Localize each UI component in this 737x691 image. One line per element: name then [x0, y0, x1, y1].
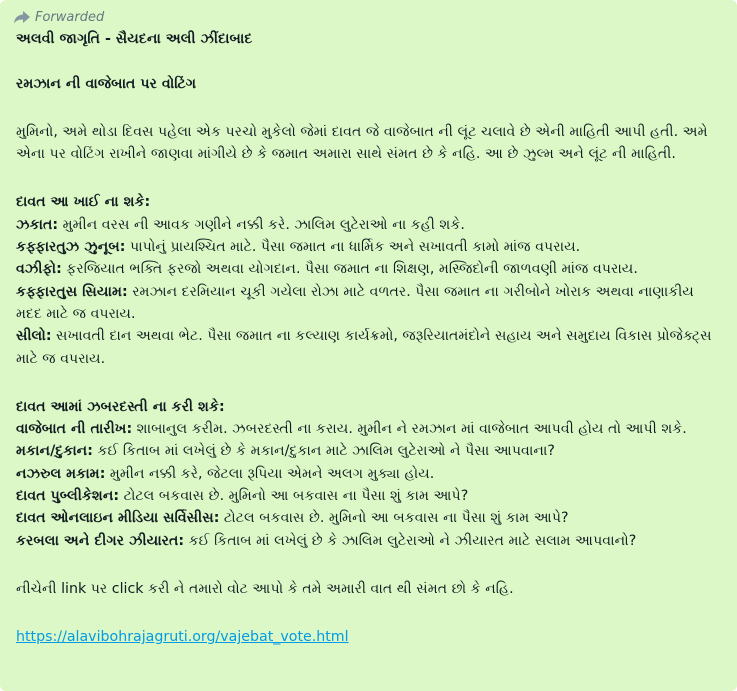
item-text: મુમીન વરસ ની આવક ગણીને નક્કી કરે. ઝાલિમ લુટેરાઓ ના કહી શકે.	[58, 216, 465, 233]
list-item	[16, 214, 721, 236]
item-term: કફ્ફારતુઝ ઝુનૂબ:	[16, 239, 126, 256]
list-item	[16, 485, 721, 507]
item-text: ટોટલ બકવાસ છે. મુમિનો આ બકવાસ ના પૈસા શું કામ આપે?	[119, 488, 469, 505]
item-term: વાજેબાત ની તારીખ:	[16, 421, 133, 438]
intro-paragraph: મુમિનો, અમે થોડા દિવસ પહેલા એક પરચો મુકેલો જેમાં દાવત જે વાજેબાત ની લૂંટ ચલાવે છે એની માહિતી આપી હતી. અમે એના પર વોટિંગ રાખીને જાણવા માંગીયે છે કે જમાત અમારા સાથે સંમત છે કે નહિ. આ છે ઝુલ્મ અને લૂંટ ની માહિતી.	[16, 123, 708, 163]
item-text: મુમીન નક્કી કરે, જેટલા રૂપિયા એમને અલગ મુક્યા હોય.	[105, 465, 435, 482]
item-text: કઈ કિતાબ માં લખેલું છે કે મકાન/દુકાન માટે ઝાલિમ લુટેરાઓ ને પૈસા આપવાના?	[92, 443, 555, 460]
list-item	[16, 281, 721, 326]
forward-arrow-icon	[13, 10, 31, 24]
item-text: ટોટલ બકવાસ છે. મુમિનો આ બકવાસ ના પૈસા શું કામ આપે?	[219, 510, 569, 527]
forwarded-indicator	[13, 6, 721, 28]
message-body	[16, 28, 721, 649]
item-text: શાબાનુલ કરીમ. ઝબરદસ્તી ના કરાય. મુમીન ને રમઝાન માં વાજેબાત આપવી હોય તો આપી શકે.	[132, 421, 687, 438]
list-item	[16, 507, 721, 529]
item-text: કઈ કિતાબ માં લખેલું છે કે ઝાલિમ લુટેરાઓ ને ઝીયારત માટે સલામ આપવાનો?	[184, 532, 637, 549]
item-term: કફ્ફારતુસ સિયામ:	[16, 283, 128, 300]
message-subtitle: રમઝાન ની વાજેબાત પર વોટિંગ	[16, 75, 197, 92]
section1-heading: દાવત આ ખાઈ ના શકે:	[16, 194, 151, 211]
item-term: ઝકાત:	[16, 216, 59, 233]
section2-heading: દાવત આમાં ઝબરદસ્તી ના કરી શકે:	[16, 398, 225, 415]
list-item	[16, 325, 721, 370]
item-term: વઝીફો:	[16, 261, 62, 278]
list-item	[16, 418, 721, 440]
list-item	[16, 530, 721, 552]
list-item	[16, 440, 721, 462]
item-term: મકાન/દુકાન:	[16, 443, 93, 460]
item-term: કરબલા અને દીગર ઝીયારત:	[16, 532, 185, 549]
item-text: સખાવતી દાન અથવા ભેટ. પૈસા જમાત ના કલ્યાણ કાર્યક્રમો, જરૂરિયાતમંદોને સહાય અને સમુદાય વિકાસ પ્રોજેક્ટ્સ માટે જ વપરાય.	[16, 328, 712, 367]
list-item	[16, 236, 721, 258]
list-item	[16, 463, 721, 485]
item-text: પાપોનું પ્રાયશ્ચિત માટે. પૈસા જમાત ના ધાર્મિક અને સખાવતી કામો માંજ વપરાય.	[125, 239, 581, 256]
item-text: ફરજિયાત ભક્તિ ફરજો અથવા યોગદાન. પૈસા જમાત ના શિક્ષણ, મસ્જિદોની જાળવણી માંજ વપરાય.	[61, 261, 638, 278]
item-term: દાવત પુબ્લીકેશન:	[16, 488, 120, 505]
forwarded-label: Forwarded	[35, 9, 105, 25]
closing-paragraph: નીચેની link પર click કરી ને તમારો વોટ આપો કે તમે અમારી વાત થી સંમત છો કે નહિ.	[16, 580, 514, 597]
item-term: સીલો:	[16, 328, 52, 345]
vote-link[interactable]: https://alavibohrajagruti.org/vajebat_vote.html	[16, 629, 349, 646]
message-title: અલવી જાગૃતિ - સૈયદના અલી ઝીંદાબાદ	[16, 31, 253, 47]
list-item	[16, 258, 721, 280]
item-term: નઝરુલ મકામ:	[16, 465, 106, 482]
item-term: દાવત ઓનલાઇન મીડિયા સર્વિસીસ:	[16, 510, 220, 527]
item-text: રમઝાન દરમિયાન ચૂકી ગયેલા રોઝા માટે વળતર. પૈસા જમાત ના ગરીબોને ખોરાક અથવા નાણાકીય મદદ માટે જ વપરાય.	[16, 283, 694, 322]
